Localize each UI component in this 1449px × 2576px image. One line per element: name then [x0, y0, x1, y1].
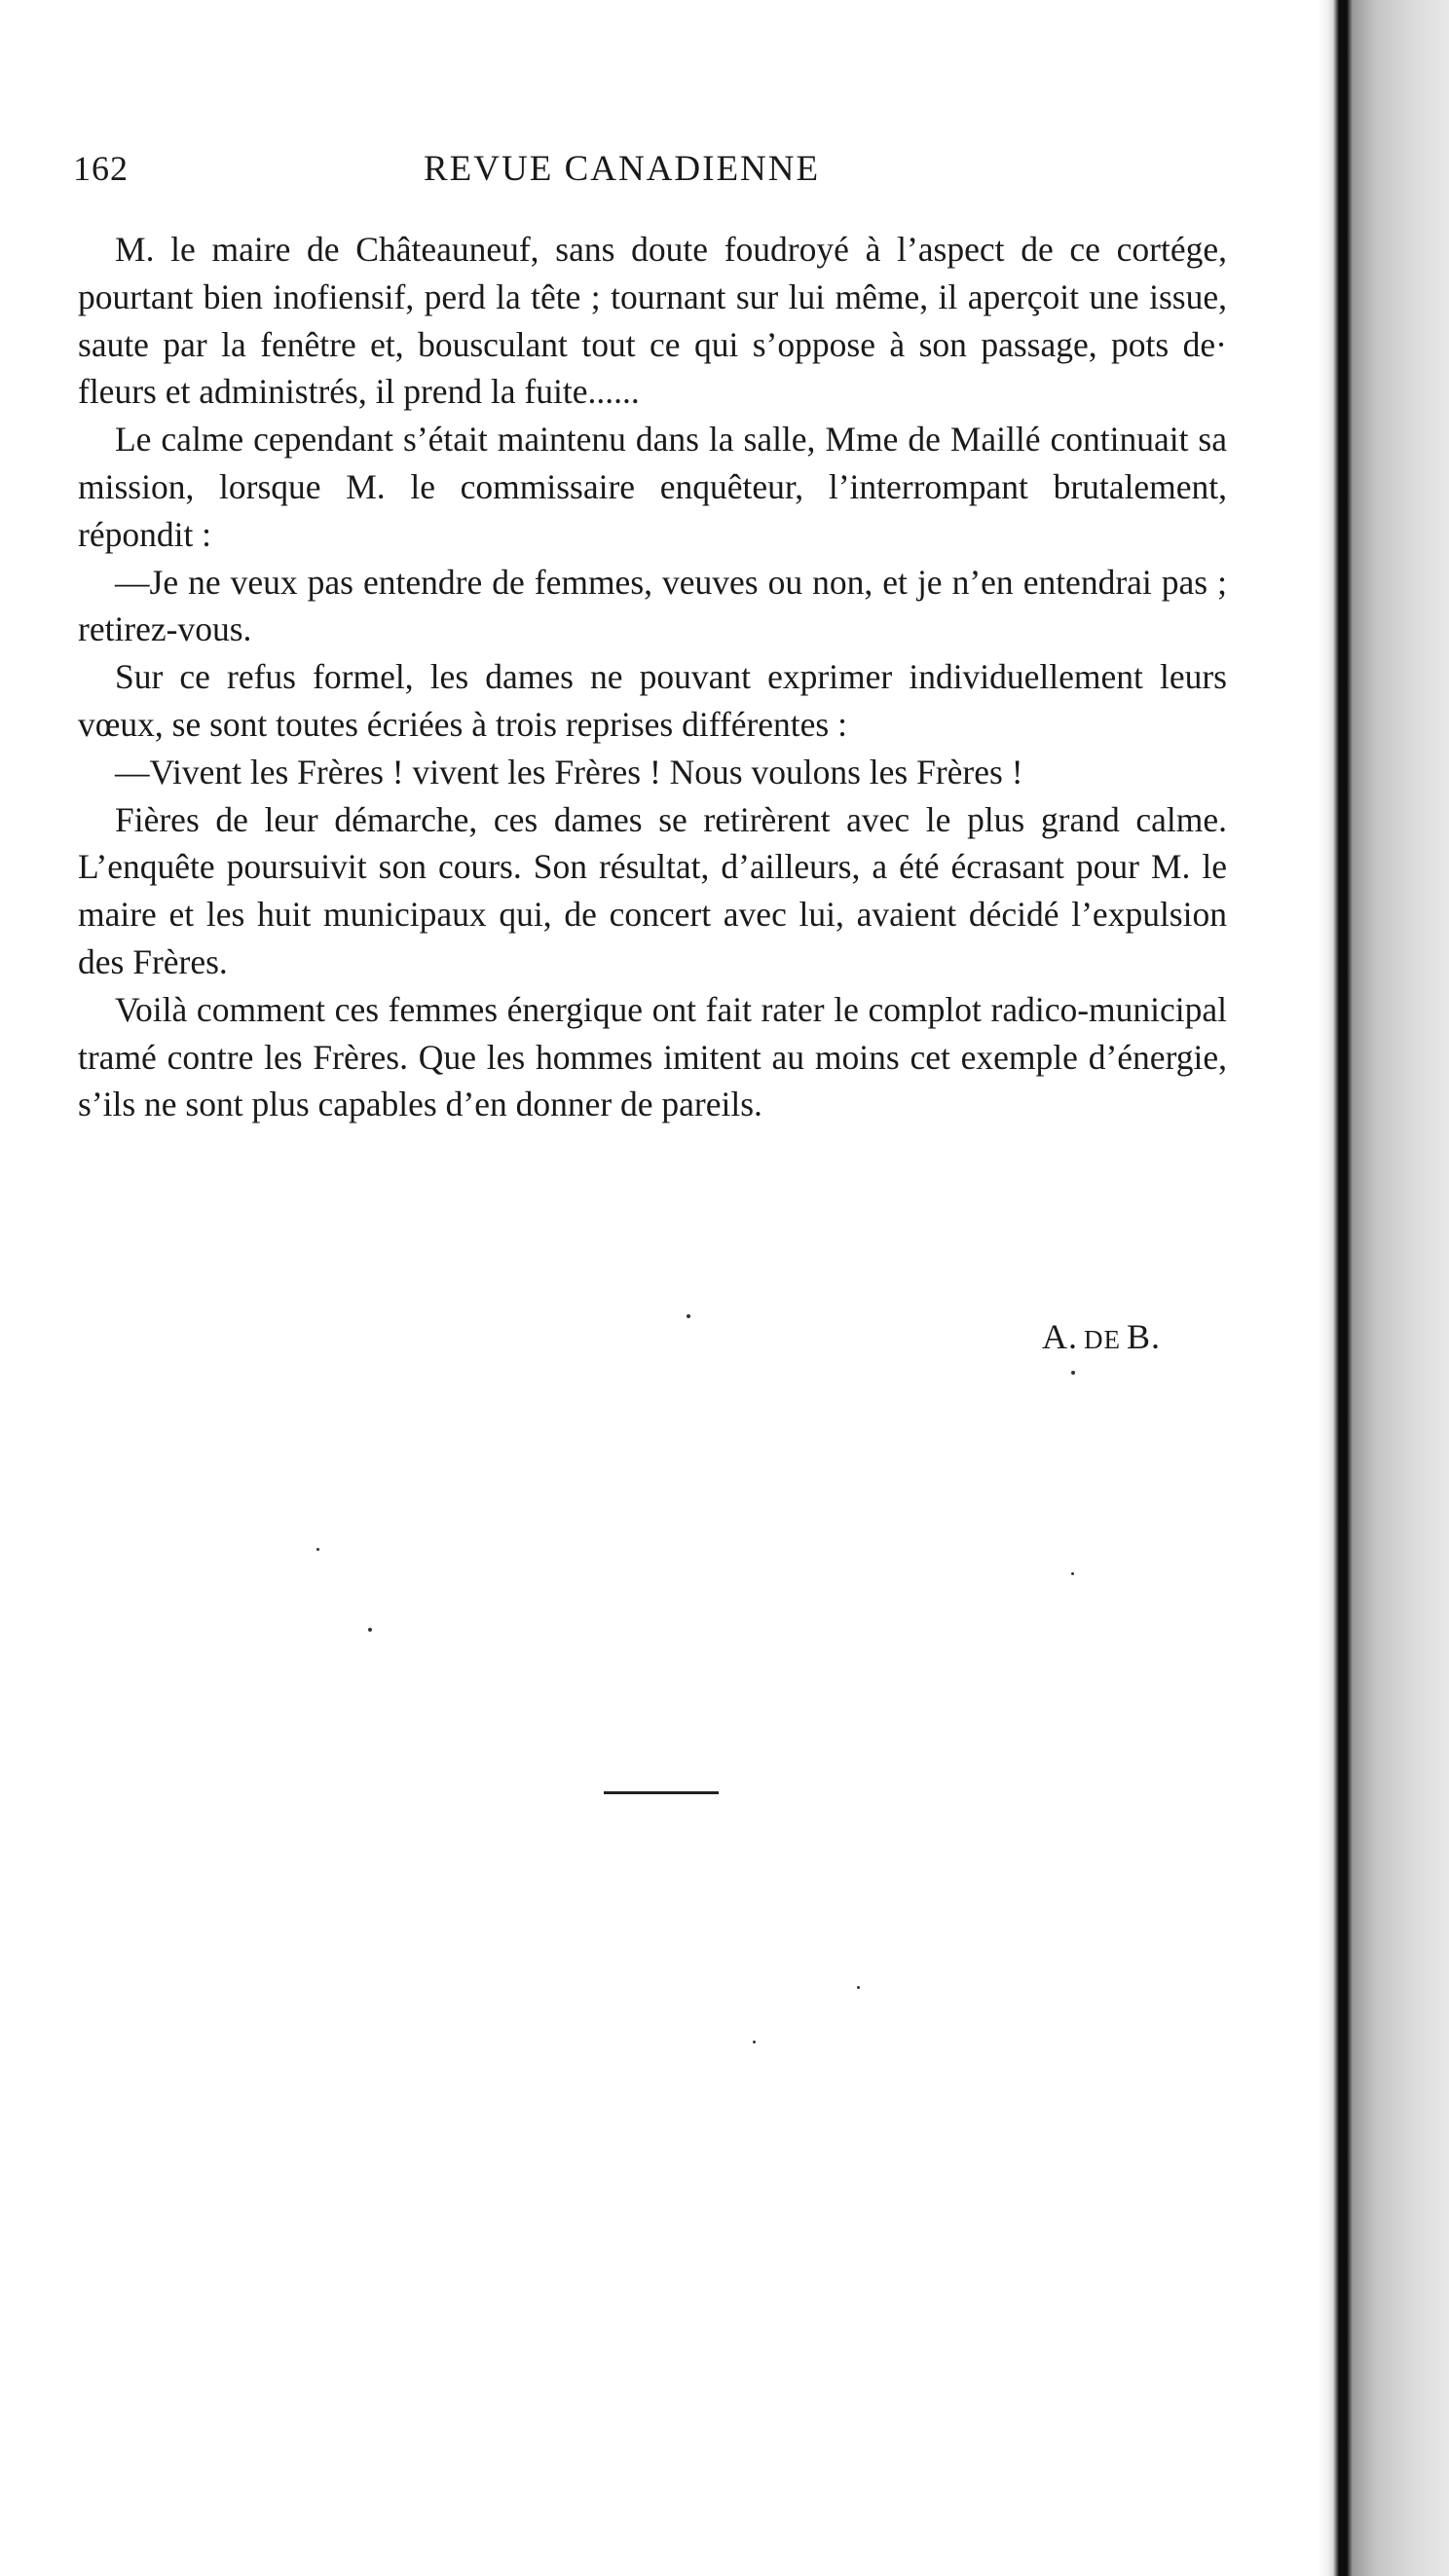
signature-initial-a: A. [1042, 1317, 1078, 1356]
scan-binding-edge [1318, 0, 1449, 2576]
signature-particle: DE [1084, 1325, 1121, 1354]
signature-initial-b: B. [1127, 1317, 1162, 1356]
page-number: 162 [73, 149, 129, 188]
scan-speck [316, 1548, 319, 1551]
end-rule-divider [604, 1791, 719, 1794]
paragraph: Sur ce refus formel, les dames ne pouvant exprimer individuellement leurs vœux, se sont toutes écriées à trois reprises différentes : [78, 657, 1227, 744]
scan-speck [753, 2041, 756, 2043]
paragraph: —Vivent les Frères ! vivent les Frères ! Nous voulons les Frères ! [115, 752, 1023, 791]
article-body [78, 226, 1227, 1128]
scan-speck [687, 1314, 690, 1318]
scan-speck [1071, 1572, 1074, 1575]
page-header [73, 148, 1227, 197]
paragraph: Le calme cependant s’était maintenu dans la salle, Mme de Maillé continuait sa mission, lorsque M. le commissaire enquêteur, l’interrompant brutalement, répondit : [78, 420, 1227, 554]
running-title: REVUE CANADIENNE [424, 149, 821, 189]
paragraph: Fières de leur démarche, ces dames se retirèrent avec le plus grand calme. L’enquête poursuivit son cours. Son résultat, d’ailleurs, a été écrasant pour M. le maire et les huit municipaux qui, de concert avec lui, avaient décidé l’expulsion des Frères. [78, 799, 1227, 981]
scan-speck [857, 1986, 860, 1989]
scan-speck [368, 1628, 372, 1632]
paragraph: —Je ne veux pas entendre de femmes, veuves ou non, et je n’en entendrai pas ; retirez-vous. [78, 562, 1227, 649]
author-signature [1042, 1316, 1161, 1357]
scan-speck [1071, 1371, 1075, 1375]
paragraph: Voilà comment ces femmes énergique ont fait rater le complot radico-municipal tramé contre les Frères. Que les hommes imitent au moins cet exemple d’énergie, s’ils ne sont plus capables d’en donner de pareils. [78, 989, 1227, 1124]
paragraph: M. le maire de Châteauneuf, sans doute foudroyé à l’aspect de ce cortége, pourtant bien inofiensif, perd la tête ; tournant sur lui même, il aperçoit une issue, saute par la fenêtre et, bousculant tout ce qui s’oppose à son passage, pots de· fleurs et administrés, il prend la fuite...... [78, 230, 1227, 412]
